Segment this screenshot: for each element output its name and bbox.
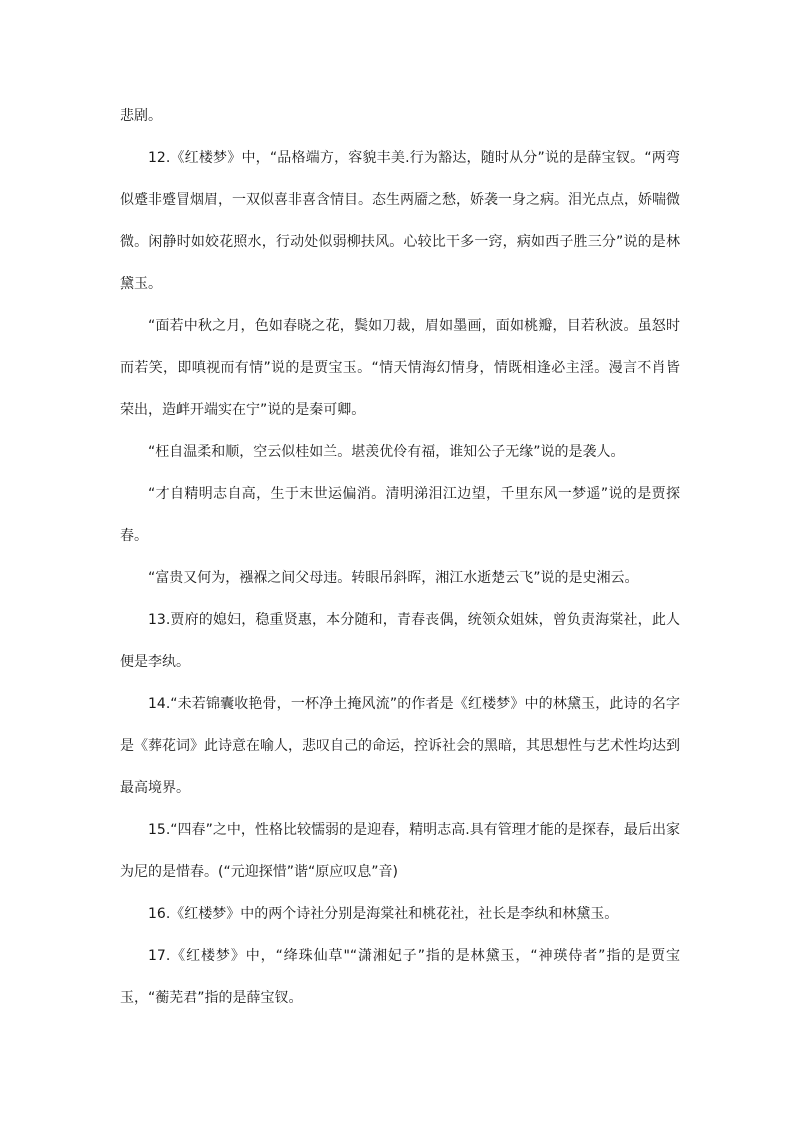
paragraph-item-13: 13.贾府的媳妇，稳重贤惠，本分随和，青春丧偶，统领众姐妹，曾负责海棠社，此人便是李纨。 — [120, 612, 680, 670]
paragraph-shixiangyun: “富贵又何为，襁褓之间父母违。转眼吊斜晖，湘江水逝楚云飞”说的是史湘云。 — [148, 570, 639, 586]
paragraph-item-17: 17.《红楼梦》中，“绛珠仙草"“潇湘妃子”指的是林黛玉，“神瑛侍者”指的是贾宝玉，“蘅芜君”指的是薛宝钗。 — [120, 948, 680, 1006]
paragraph-item-16: 16.《红楼梦》中的两个诗社分别是海棠社和桃花社，社长是李纨和林黛玉。 — [148, 906, 619, 922]
paragraph-baoyu-qinkeqing: “面若中秋之月，色如春晓之花，鬓如刀裁，眉如墨画，面如桃瓣，目若秋波。虽怒时而若笑，即嗔视而有情”说的是贾宝玉。“情天情海幻情身，情既相逢必主淫。漫言不肖皆荣出，造衅开端实在宁”说的是秦可卿。 — [120, 318, 680, 418]
paragraph-xiren: “枉自温柔和顺，空云似桂如兰。堪羡优伶有福，谁知公子无缘”说的是袭人。 — [148, 444, 625, 460]
paragraph-item-12: 12.《红楼梦》中，“品格端方，容貌丰美.行为豁达，随时从分”说的是薛宝钗。“两弯似蹙非蹙冒烟眉，一双似喜非喜含情目。态生两靥之愁，娇袭一身之病。泪光点点，娇喘微微。闲静时如姣花照水，行动处似弱柳扶风。心较比干多一窍，病如西子胜三分”说的是林黛玉。 — [120, 150, 680, 292]
paragraph-item-15: 15.“四春”之中，性格比较懦弱的是迎春，精明志高.具有管理才能的是探春，最后出家为尼的是惜春。(“元迎探惜”谐“原应叹息”音) — [120, 822, 680, 880]
paragraph-intro-end: 悲剧。 — [120, 108, 162, 124]
paragraph-item-14: 14.“未若锦囊收艳骨，一杯净土掩风流”的作者是《红楼梦》中的林黛玉，此诗的名字是《葬花词》此诗意在喻人，悲叹自己的命运，控诉社会的黑暗，其思想性与艺术性均达到最高境界。 — [120, 696, 680, 796]
paragraph-tanchun: “才自精明志自高，生于末世运偏消。清明涕泪江边望，千里东风一梦遥”说的是贾探春。 — [120, 486, 680, 544]
